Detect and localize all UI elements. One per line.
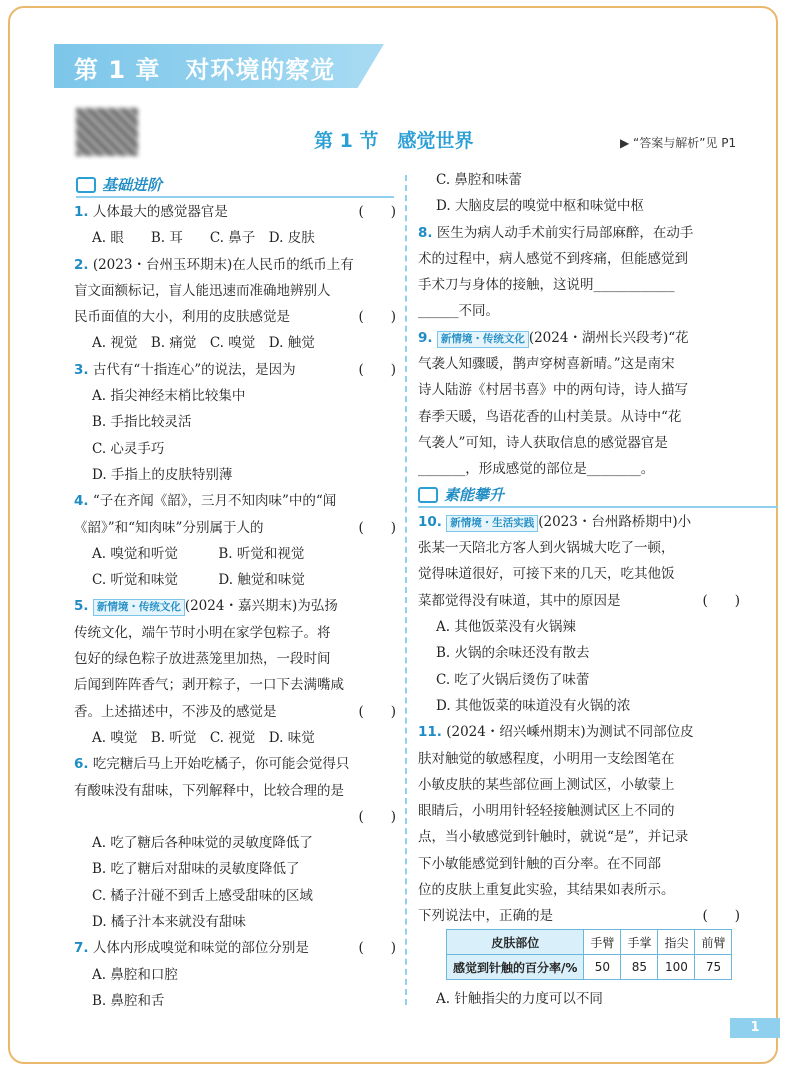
context-tag: 新情境・传统文化 — [437, 331, 529, 348]
qr-code-image — [76, 108, 138, 156]
question-9: 9. 新情境・传统文化 (2024・湖州长兴段考)“花 — [418, 329, 689, 346]
right-column: C. 鼻腔和味蕾 D. 大脑皮层的嗅觉中枢和味觉中枢 8. 医生为病人动手术前实行局部麻醉，在动手 术的过程中，病人感觉不到疼痛，但能感觉到 手术刀与身体的接触，这说明____________ ______不同。 9. 新情境・传统文化 (2024・湖州长兴段考)“花 气袭人知骤暖，鹊声穿树喜新晴。”这是南宋 诗人陆游《村居书喜》中的两句诗，诗人描写 春季天暖，鸟语花香的山村美景。从诗中“花 气袭人”可知，诗人获取信息的感觉器官是 _______，形成感觉的部位是________。 10. 新情境・生活实践 (2023・台州路桥期中)小 张某一天陪北方客人到火锅城大吃了一顿， 觉得味道很好，可接下来的几天，吃其他饭 菜都觉得没有味道，其中的原因是 ( ) A. 其他饭菜没有火锅辣 B. 火锅的余味还没有散去 C. 吃了火锅后烫伤了味蕾 D. 其他饭菜的味道没有火锅的浓 11. (2024・绍兴嵊州期末)为测试不同部位皮 肤对触觉的敏感程度，小明用一支绘图笔在 小敏皮肤的某些部位画上测试区，小敏蒙上 眼睛后，小明用针轻轻接触测试区上不同的 点，当小敏感觉到针触时，就说“是”，并记录 下小敏能感觉到针触的百分率。在不同部 位的皮肤上重复此实验，其结果如表所示。 下列说法中，正确的是 ( ) — [418, 172, 740, 925]
question-3: 3. 古代有“十指连心”的说法，是因为 ( ) — [74, 361, 396, 378]
question-7: 7. 人体内形成嗅觉和味觉的部位分别是 ( ) — [74, 940, 396, 957]
left-column: 1. 人体最大的感觉器官是 ( ) A. 眼 B. 耳 C. 鼻子 D. 皮肤 2. (2023・台州玉环期末)在人民币的纸币上有 盲文面额标记，盲人能迅速而准确地辨别人 民币面值的大小，利用的皮肤感觉是 ( ) A. 视觉 B. 痛觉 C. 嗅觉 D. 触觉 3. 古代有“十指连心”的说法，是因为 ( ) A. 指尖神经末梢比较集中 B. 手指比较灵活 C. 心灵手巧 D. 手指上的皮肤特别薄 4. “子在齐闻《韶》，三月不知肉味”中的“闻 《韶》”和“知肉味”分别属于人的 ( ) A. 嗅觉和听觉 B. 听觉和视觉 C. 听觉和味觉 D. 触觉和味觉 5. 新情境・传统文化 (2024・嘉兴期末)为弘扬 传统文化，端午节时小明在家学包粽子。将 包好的绿色粽子放进蒸笼里加热，一段时间 后闻到阵阵香气；剥开粽子，一口下去满嘴咸 香。上述描述中，不涉及的感觉是 ( ) A. 嗅觉 B. 听觉 C. 视觉 D. 味觉 6. 吃完糖后马上开始吃橘子，你可能会觉得只 有酸味没有甜味，下列解释中，比较合理的是 ( ) A. 吃了糖后各种味觉的灵敏度降低了 B. 吃了糖后对甜味的灵敏度降低了 C. 橘子汁碰不到舌上感受甜味的区域 D. 橘子汁本来就没有甜味 7. 人体内形成嗅觉和味觉的部位分别是 ( ) A. 鼻腔和口腔 B. 鼻腔和舌 — [74, 199, 396, 1014]
question-5: 5. 新情境・传统文化 (2024・嘉兴期末)为弘扬 — [74, 598, 338, 615]
subsection-underline — [76, 196, 394, 198]
question-11: 11. (2024・绍兴嵊州期末)为测试不同部位皮 — [418, 724, 694, 741]
answer-reference: ▶ “答案与解析”见 P1 — [620, 136, 737, 150]
table-row: 感觉到针触的百分率/% 50 85 100 75 — [447, 955, 732, 980]
data-table — [446, 929, 732, 980]
table-row: 皮肤部位 手臂 手掌 指尖 前臂 — [447, 930, 732, 955]
context-tag: 新情境・传统文化 — [93, 599, 185, 616]
question-4: 4. “子在齐闻《韶》，三月不知肉味”中的“闻 — [74, 493, 337, 510]
question-6: 6. 吃完糖后马上开始吃橘子，你可能会觉得只 — [74, 756, 350, 773]
chapter-title: 第 1 章 对环境的察觉 — [74, 56, 336, 84]
subsection-basic: 基础进阶 — [76, 174, 162, 196]
options: A. 视觉 B. 痛觉 C. 嗅觉 D. 触觉 — [92, 335, 315, 352]
column-divider — [405, 175, 407, 1005]
question-11-option: A. 针触指尖的力度可以不同 — [436, 991, 603, 1007]
question-10: 10. 新情境・生活实践 (2023・台州路桥期中)小 — [418, 513, 692, 530]
question-1: 1. 人体最大的感觉器官是 ( ) — [74, 204, 396, 220]
question-2: 2. (2023・台州玉环期末)在人民币的纸币上有 — [74, 256, 354, 273]
checklist-icon — [76, 177, 96, 193]
section-title: 第 1 节 感觉世界 — [314, 130, 474, 152]
page-number: 1 — [730, 1018, 780, 1038]
subsection-advanced: 素能攀升 — [418, 484, 504, 506]
context-tag: 新情境・生活实践 — [446, 515, 538, 532]
options: A. 眼 B. 耳 C. 鼻子 D. 皮肤 — [92, 230, 315, 247]
question-8: 8. 医生为病人动手术前实行局部麻醉，在动手 — [418, 224, 694, 241]
